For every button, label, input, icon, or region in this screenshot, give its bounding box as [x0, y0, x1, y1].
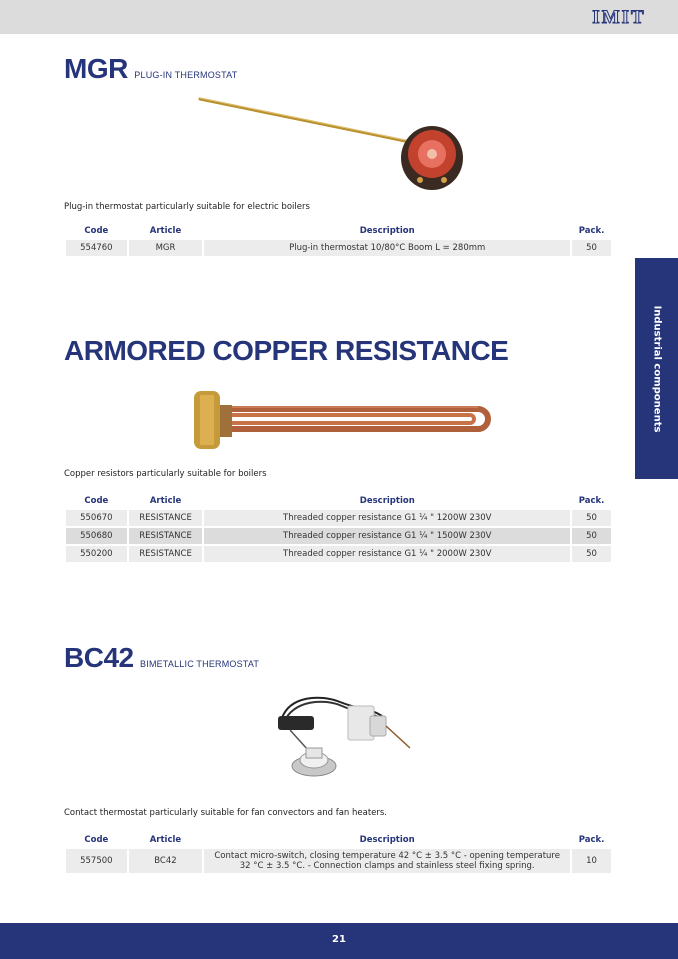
cell-article: RESISTANCE	[129, 546, 203, 562]
table-row	[66, 546, 611, 562]
side-tab-industrial-components[interactable]	[635, 258, 678, 479]
svg-text:IMIT: IMIT	[592, 7, 646, 27]
side-tab-label: Industrial components	[651, 305, 662, 432]
section-title: ARMORED COPPER RESISTANCE	[64, 335, 509, 366]
section-caption: Plug-in thermostat particularly suitable for electric boilers	[64, 202, 310, 212]
col-header-pack: Pack.	[578, 495, 605, 506]
section-title: BC42	[64, 642, 134, 673]
col-header-pack: Pack.	[578, 225, 605, 236]
bc42-thermostat-image	[270, 688, 420, 792]
cell-article: RESISTANCE	[129, 510, 203, 526]
col-header-article: Article	[149, 834, 182, 845]
section-caption: Copper resistors particularly suitable for boilers	[64, 469, 267, 479]
copper-resistance-image	[192, 385, 496, 455]
cell-pack: 50	[572, 240, 611, 256]
cell-code: 550680	[66, 528, 127, 544]
section-subtitle: BIMETALLIC THERMOSTAT	[140, 659, 260, 669]
col-header-code: Code	[84, 225, 109, 236]
table-row	[66, 240, 611, 256]
col-header-code: Code	[84, 495, 109, 506]
cell-description: Threaded copper resistance G1 ¼ " 2000W 230V	[204, 546, 570, 562]
cell-pack: 50	[572, 510, 611, 526]
cell-pack: 10	[572, 849, 611, 873]
section-caption: Contact thermostat particularly suitable for fan convectors and fan heaters.	[64, 808, 387, 818]
section-title-mgr	[64, 53, 237, 85]
cell-code: 550670	[66, 510, 127, 526]
col-header-article: Article	[149, 495, 182, 506]
product-table-copper-resistance	[64, 491, 613, 564]
cell-code: 550200	[66, 546, 127, 562]
col-header-description: Description	[359, 834, 415, 845]
cell-description: Contact micro-switch, closing temperature 42 °C ± 3.5 °C - opening temperature 32 °C ± 3.5 °C. - Connection clamps and stainless steel fixing spring.	[204, 849, 570, 873]
col-header-description: Description	[359, 495, 415, 506]
col-header-article: Article	[149, 225, 182, 236]
table-row	[66, 510, 611, 526]
section-subtitle: PLUG-IN THERMOSTAT	[134, 70, 238, 80]
cell-description: Threaded copper resistance G1 ¼ " 1500W 230V	[204, 528, 570, 544]
top-bar	[0, 0, 678, 34]
footer-bar	[0, 923, 678, 959]
cell-description: Threaded copper resistance G1 ¼ " 1200W 230V	[204, 510, 570, 526]
cell-pack: 50	[572, 528, 611, 544]
page-number: 21	[332, 934, 346, 945]
col-header-pack: Pack.	[578, 834, 605, 845]
table-row	[66, 528, 611, 544]
cell-article: BC42	[129, 849, 203, 873]
col-header-code: Code	[84, 834, 109, 845]
section-title: MGR	[64, 53, 128, 84]
cell-article: RESISTANCE	[129, 528, 203, 544]
product-table-mgr	[64, 221, 613, 258]
product-table-bc42	[64, 830, 613, 875]
section-title-copper-resistance	[64, 335, 508, 367]
table-row	[66, 849, 611, 873]
cell-description: Plug-in thermostat 10/80°C Boom L = 280mm	[204, 240, 570, 256]
cell-code: 557500	[66, 849, 127, 873]
section-title-bc42	[64, 642, 259, 674]
mgr-thermostat-image	[196, 92, 466, 198]
col-header-description: Description	[359, 225, 415, 236]
cell-article: MGR	[129, 240, 203, 256]
cell-code: 554760	[66, 240, 127, 256]
cell-pack: 50	[572, 546, 611, 562]
imit-logo	[576, 7, 662, 27]
